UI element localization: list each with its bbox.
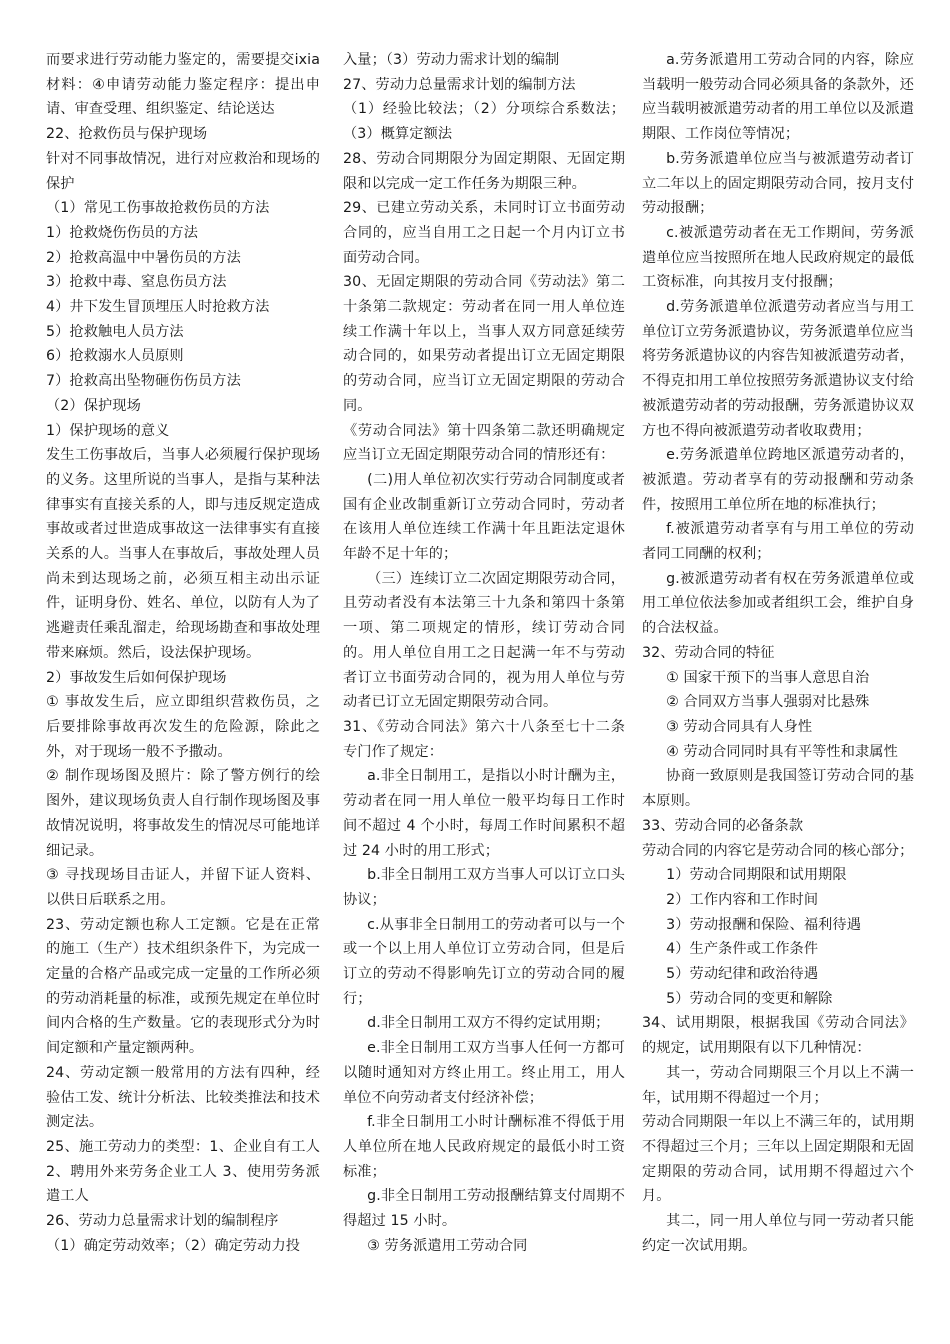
paragraph: 4）生产条件或工作条件 bbox=[666, 941, 819, 958]
paragraph: （三）连续订立二次固定期限劳动合同，且劳动者没有本法第三十九条和第四十条第一项、第二项规定的情形，续订劳动合同的。用人单位自用工之日起满一年不与劳动者订立书面劳动合同的，视为用人单位与劳动者已订立无固定期限劳动合同。 bbox=[343, 570, 625, 711]
paragraph: 而要求进行劳动能力鉴定的，需要提交ixia材料：④申请劳动能力鉴定程序：提出申请、审查受理、组织鉴定、结论送达 bbox=[46, 52, 320, 118]
paragraph: ① 国家干预下的当事人意思自治 bbox=[666, 669, 870, 686]
paragraph: ③ 劳务派遣用工劳动合同 bbox=[367, 1237, 528, 1254]
paragraph: 3）劳动报酬和保险、福利待遇 bbox=[666, 916, 861, 933]
paragraph: 3）抢救中毒、窒息伤员方法 bbox=[46, 274, 227, 291]
paragraph: f.被派遣劳动者享有与用工单位的劳动者同工同酬的权利； bbox=[642, 521, 914, 563]
text-column-right bbox=[642, 48, 914, 1258]
paragraph: 29、已建立劳动关系，未同时订立书面劳动合同的，应当自用工之日起一个月内订立书面劳动合同。 bbox=[343, 200, 625, 266]
paragraph: 26、劳动力总量需求计划的编制程序 bbox=[46, 1213, 279, 1230]
paragraph: 其一，劳动合同期限三个月以上不满一年，试用期不得超过一个月； bbox=[642, 1064, 914, 1106]
paragraph: ④ 劳动合同同时具有平等性和隶属性 bbox=[666, 743, 898, 760]
paragraph: g.被派遣劳动者有权在劳务派遣单位或用工单位依法参加或者组织工会，维护自身的合法权益。 bbox=[642, 570, 914, 637]
paragraph: ③ 寻找现场目击证人，并留下证人资料、以供日后联系之用。 bbox=[46, 867, 320, 908]
paragraph: 6）抢救溺水人员原则 bbox=[46, 348, 184, 365]
paragraph: 发生工伤事故后，当事人必须履行保护现场的义务。这里所说的当事人，是指与某种法律事实有直接关系的人，即与违反规定造成事故或者过世造成事故这一法律事实有直接关系的人。当事人在事故后，事故处理人员尚未到达现场之前，必须互相主动出示证件，证明身份、姓名、单位，以防有人为了逃避责任乘乱溜走，给现场勘查和事故处理带来麻烦。然后，设法保护现场。 bbox=[46, 447, 320, 661]
paragraph: 其二，同一用人单位与同一劳动者只能约定一次试用期。 bbox=[642, 1213, 914, 1254]
text-column-middle bbox=[343, 48, 625, 1258]
paragraph: a.非全日制用工，是指以小时计酬为主，劳动者在同一用人单位一般平均每日工作时间不超过 4 个小时，每周工作时间累积不超过 24 小时的用工形式； bbox=[343, 768, 625, 859]
paragraph: c.被派遣劳动者在无工作期间，劳务派遣单位应当按照所在地人民政府规定的最低工资标准，向其按月支付报酬； bbox=[642, 224, 914, 291]
paragraph: 劳动合同的内容它是劳动合同的核心部分； bbox=[642, 842, 914, 859]
paragraph: g.非全日制用工劳动报酬结算支付周期不得超过 15 小时。 bbox=[343, 1188, 625, 1230]
paragraph: d.非全日制用工双方不得约定试用期； bbox=[367, 1015, 610, 1032]
paragraph: e.劳务派遣单位跨地区派遣劳动者的，被派遣。劳动者享有的劳动报酬和劳动条件，按照用工单位所在地的标准执行； bbox=[642, 447, 914, 513]
paragraph: 劳动合同期限一年以上不满三年的，试用期不得超过三个月；三年以上固定期限和无固定期限的劳动合同，试用期不得超过六个月。 bbox=[642, 1114, 914, 1205]
paragraph: 34、试用期限，根据我国《劳动合同法》的规定，试用期限有以下几种情况： bbox=[642, 1015, 914, 1057]
paragraph: 入量；（3）劳动力需求计划的编制 bbox=[343, 52, 560, 68]
paragraph: b.非全日制用工双方当事人可以订立口头协议； bbox=[343, 867, 625, 908]
paragraph: 27、劳动力总量需求计划的编制方法 bbox=[343, 76, 576, 93]
paragraph: （1）常见工伤事故抢救伤员的方法 bbox=[46, 200, 270, 217]
paragraph: 2）抢救高温中中暑伤员的方法 bbox=[46, 249, 241, 266]
paragraph: c.从事非全日制用工的劳动者可以与一个或一个以上用人单位订立劳动合同，但是后订立的劳动不得影响先订立的劳动合同的履行； bbox=[343, 916, 625, 1007]
paragraph: 25、施工劳动力的类型：1、企业自有工人 2、聘用外来劳务企业工人 3、使用劳务派遣工人 bbox=[46, 1138, 320, 1205]
paragraph: 5）劳动合同的变更和解除 bbox=[666, 990, 833, 1007]
paragraph: 2）事故发生后如何保护现场 bbox=[46, 669, 227, 686]
paragraph: 32、劳动合同的特征 bbox=[642, 644, 775, 661]
paragraph: b.劳务派遣单位应当与被派遣劳动者订立二年以上的固定期限劳动合同，按月支付劳动报酬； bbox=[642, 150, 914, 217]
paragraph: 针对不同事故情况，进行对应救治和现场的保护 bbox=[46, 150, 320, 192]
paragraph: d.劳务派遣单位派遣劳动者应当与用工单位订立劳务派遣协议，劳务派遣单位应当将劳务派遣协议的内容告知被派遣劳动者，不得克扣用工单位按照劳务派遣协议支付给被派遣劳动者的劳动报酬，劳务派遣协议双方也不得向被派遣劳动者收取费用； bbox=[642, 299, 914, 439]
paragraph: 协商一致原则是我国签订劳动合同的基本原则。 bbox=[642, 768, 914, 810]
paragraph: a.劳务派遣用工劳动合同的内容，除应当载明一般劳动合同必须具备的条款外，还应当载明被派遣劳动者的用工单位以及派遣期限、工作岗位等情况； bbox=[642, 52, 914, 143]
paragraph: 23、劳动定额也称人工定额。它是在正常的施工（生产）技术组织条件下，为完成一定量的合格产品或完成一定量的工作所必须的劳动消耗量的标准，或预先规定在单位时间内合格的生产数量。它的表现形式分为时间定额和产量定额两种。 bbox=[46, 916, 320, 1057]
paragraph: 24、劳动定额一般常用的方法有四种，经验估工发、统计分析法、比较类推法和技术测定法。 bbox=[46, 1064, 320, 1131]
paragraph: （2）保护现场 bbox=[46, 397, 141, 414]
paragraph: 30、无固定期限的劳动合同《劳动法》第二十条第二款规定：劳动者在同一用人单位连续工作满十年以上，当事人双方同意延续劳动合同的，如果劳动者提出订立无固定期限的劳动合同，应当订立无固定期限的劳动合同。 bbox=[343, 274, 625, 414]
paragraph: 31、《劳动合同法》第六十八条至七十二条专门作了规定： bbox=[343, 718, 625, 760]
paragraph: 1）抢救烧伤伤员的方法 bbox=[46, 224, 199, 241]
paragraph: ② 制作现场图及照片：除了警方例行的绘图外，建议现场负责人自行制作现场图及事故情况说明，将事故发生的情况尽可能地详细记录。 bbox=[46, 768, 320, 859]
paragraph: 《劳动合同法》第十四条第二款还明确规定应当订立无固定期限劳动合同的情形还有： bbox=[343, 422, 625, 464]
paragraph: 5）抢救触电人员方法 bbox=[46, 323, 184, 340]
paragraph: (二)用人单位初次实行劳动合同制度或者国有企业改制重新订立劳动合同时，劳动者在该用人单位连续工作满十年且距法定退休年龄不足十年的； bbox=[343, 471, 625, 563]
paragraph: （1）确定劳动效率；（2）确定劳动力投 bbox=[46, 1237, 301, 1254]
paragraph: 28、劳动合同期限分为固定期限、无固定期限和以完成一定工作任务为期限三种。 bbox=[343, 150, 625, 192]
paragraph: ③ 劳动合同具有人身性 bbox=[666, 718, 813, 735]
paragraph: 22、抢救伤员与保护现场 bbox=[46, 126, 208, 143]
paragraph: 1）保护现场的意义 bbox=[46, 422, 170, 439]
paragraph: ② 合同双方当事人强弱对比悬殊 bbox=[666, 694, 870, 711]
paragraph: 1）劳动合同期限和试用期限 bbox=[666, 867, 847, 884]
paragraph: 2）工作内容和工作时间 bbox=[666, 891, 819, 908]
paragraph: e.非全日制用工双方当事人任何一方都可以随时通知对方终止用工。终止用工，用人单位不向劳动者支付经济补偿； bbox=[343, 1040, 625, 1106]
paragraph: 5）劳动纪律和政治待遇 bbox=[666, 966, 819, 983]
paragraph: f.非全日制用工小时计酬标准不得低于用人单位所在地人民政府规定的最低小时工资标准； bbox=[343, 1114, 625, 1180]
paragraph: 7）抢救高出坠物砸伤伤员方法 bbox=[46, 373, 241, 390]
paragraph: （1）经验比较法；（2）分项综合系数法；（3）概算定额法 bbox=[343, 101, 625, 143]
paragraph: 4）井下发生冒顶埋压人时抢救方法 bbox=[46, 299, 270, 316]
paragraph: 33、劳动合同的必备条款 bbox=[642, 817, 804, 834]
text-column-left bbox=[46, 48, 320, 1258]
paragraph: ① 事故发生后，应立即组织营救伤员，之后要排除事故再次发生的危险源，除此之外，对于现场一般不予撒动。 bbox=[46, 694, 320, 760]
